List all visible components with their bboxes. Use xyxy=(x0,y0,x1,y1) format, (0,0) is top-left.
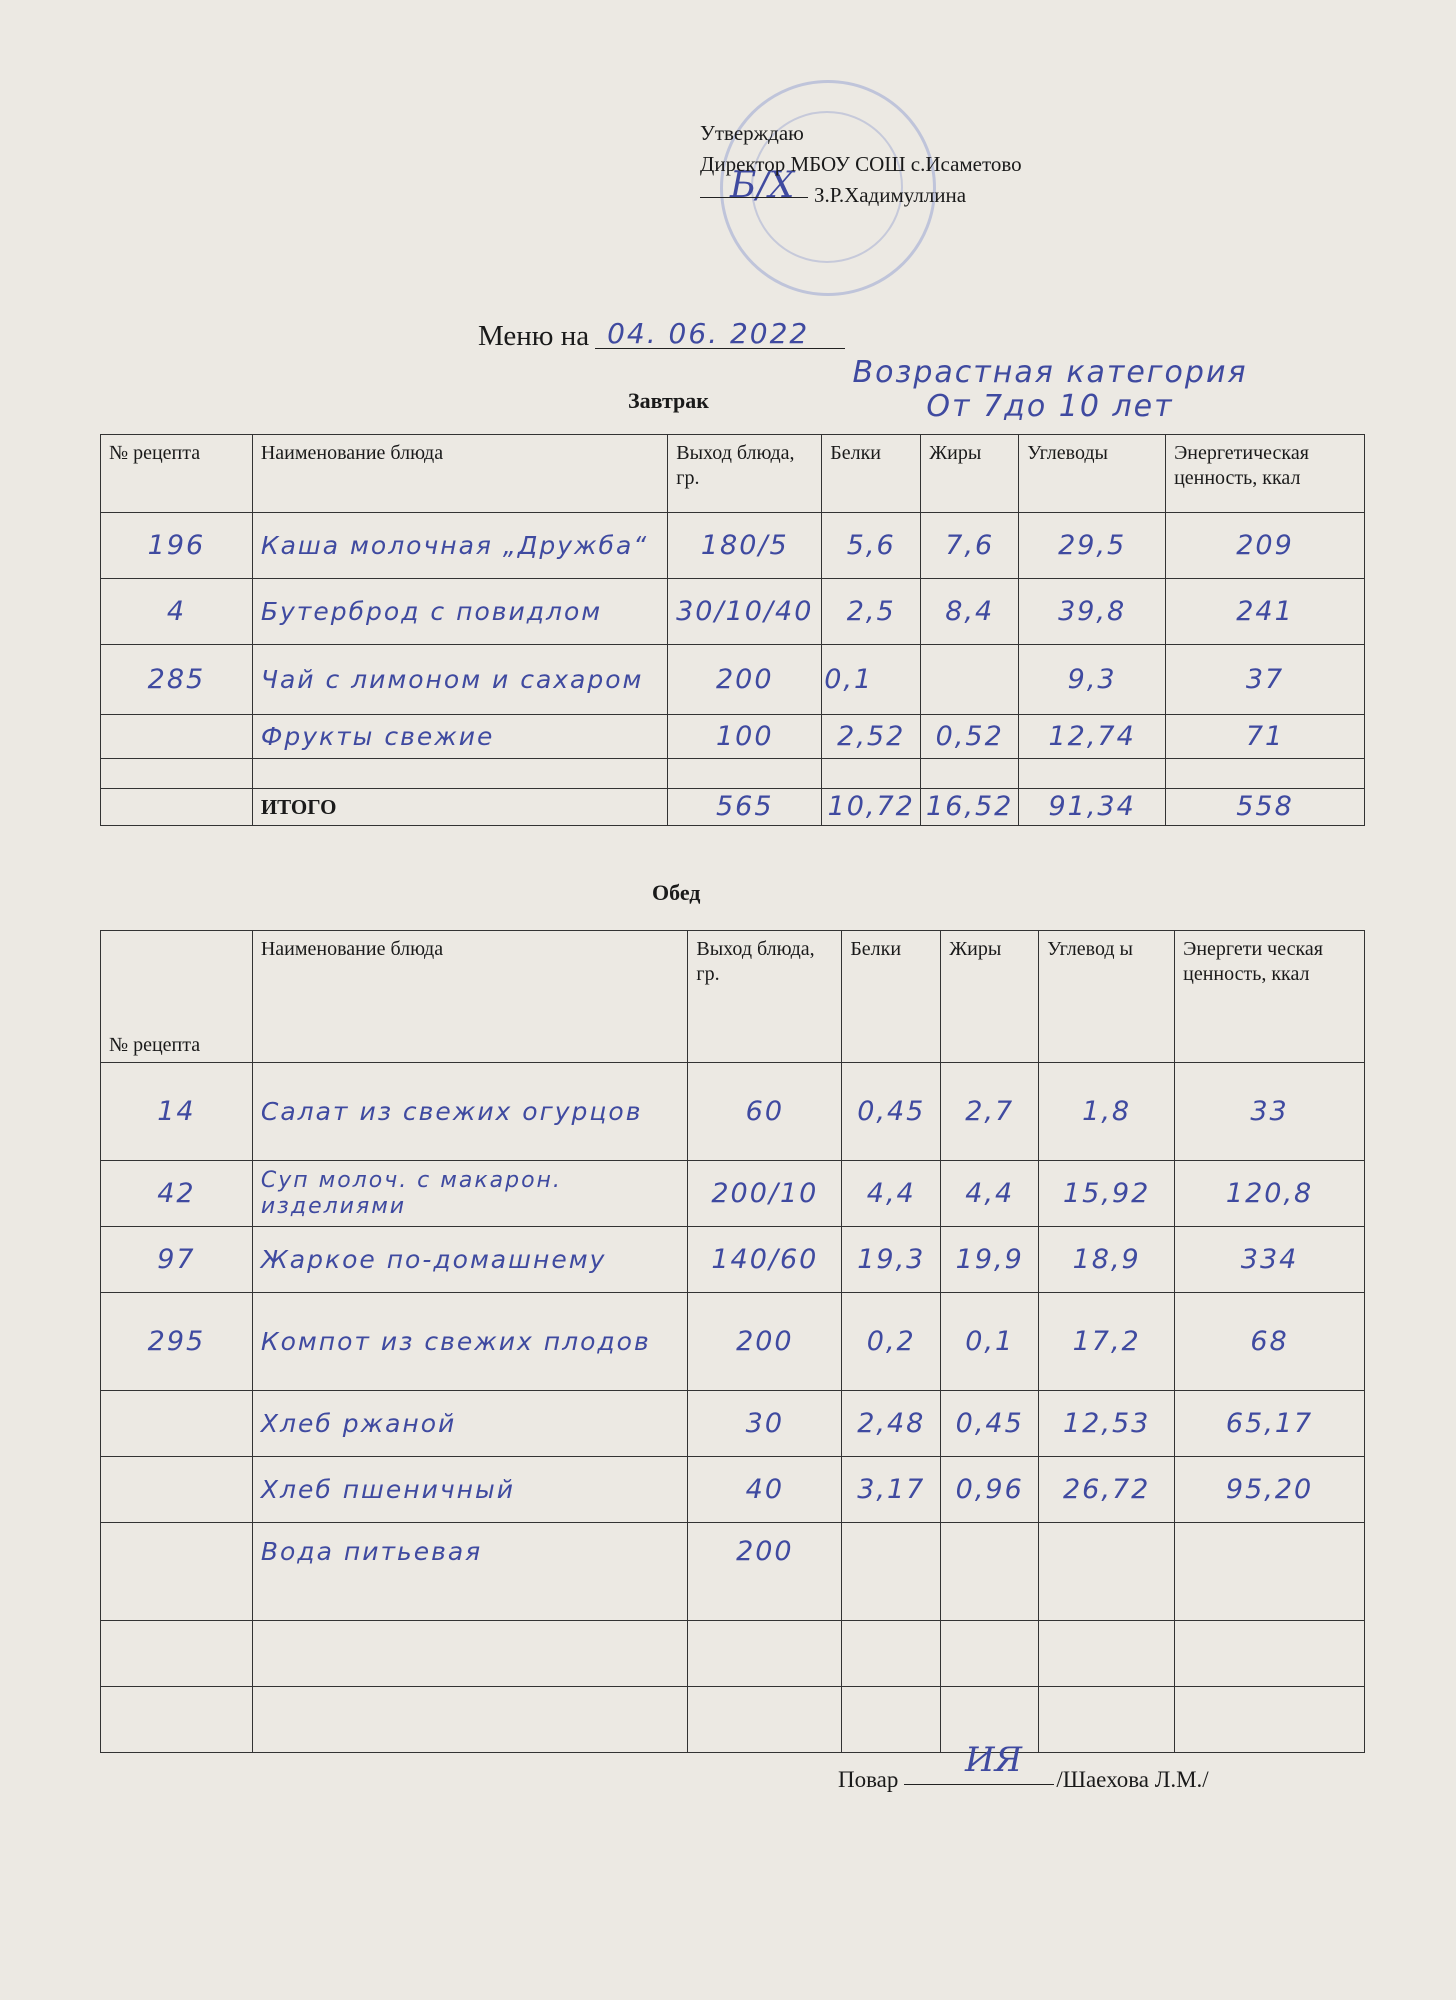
energy-value: 95,20 xyxy=(1175,1457,1365,1523)
proteins-value: 4,4 xyxy=(842,1161,941,1227)
carbs-value: 29,5 xyxy=(1019,513,1166,579)
carbs-value: 9,3 xyxy=(1019,645,1166,715)
total-energy: 558 xyxy=(1166,789,1365,826)
table-row xyxy=(101,1523,1365,1621)
empty-cell xyxy=(101,759,253,789)
approval-signer xyxy=(700,180,1022,211)
carbs-value xyxy=(1039,1523,1175,1621)
empty-cell xyxy=(1019,759,1166,789)
dish-name: Хлеб пшеничный xyxy=(252,1457,688,1523)
recipe-number xyxy=(101,1391,253,1457)
proteins-value: 5,6 xyxy=(822,513,921,579)
energy-value: 65,17 xyxy=(1175,1391,1365,1457)
cook-signature-line xyxy=(904,1784,1054,1785)
empty-cell xyxy=(101,1687,253,1753)
table-row xyxy=(101,513,1365,579)
fats-value: 19,9 xyxy=(941,1227,1039,1293)
energy-value: 68 xyxy=(1175,1293,1365,1391)
dish-yield: 200 xyxy=(688,1293,842,1391)
total-row xyxy=(101,789,1365,826)
age-category-line2: От 7до 10 лет xyxy=(926,389,1174,424)
signature-line xyxy=(700,197,808,198)
lunch-header-row xyxy=(101,931,1365,1063)
energy-value: 334 xyxy=(1175,1227,1365,1293)
lunch-title: Обед xyxy=(652,880,701,905)
empty-cell xyxy=(252,1687,688,1753)
energy-value: 37 xyxy=(1166,645,1365,715)
dish-yield: 30/10/40 xyxy=(668,579,822,645)
dish-name: Хлеб ржаной xyxy=(252,1391,688,1457)
header-proteins: Белки xyxy=(842,931,941,1063)
carbs-value: 1,8 xyxy=(1039,1063,1175,1161)
energy-value: 71 xyxy=(1166,715,1365,759)
table-row-empty xyxy=(101,1687,1365,1753)
table-row xyxy=(101,579,1365,645)
dish-yield: 60 xyxy=(688,1063,842,1161)
recipe-number xyxy=(101,1457,253,1523)
empty-cell xyxy=(941,1621,1039,1687)
empty-cell xyxy=(101,1621,253,1687)
empty-cell xyxy=(1039,1621,1175,1687)
carbs-value: 26,72 xyxy=(1039,1457,1175,1523)
fats-value: 8,4 xyxy=(921,579,1019,645)
empty-cell xyxy=(822,759,921,789)
recipe-number: 285 xyxy=(101,645,253,715)
header-energy: Энергети ческая ценность, ккал xyxy=(1175,931,1365,1063)
dish-yield: 180/5 xyxy=(668,513,822,579)
age-category-line1: Возрастная категория xyxy=(852,355,1248,390)
dish-yield: 140/60 xyxy=(688,1227,842,1293)
dish-name: Каша молочная „Дружба“ xyxy=(252,513,667,579)
proteins-value: 0,2 xyxy=(842,1293,941,1391)
total-yield: 565 xyxy=(668,789,822,826)
empty-cell xyxy=(1175,1621,1365,1687)
header-carbs: Углевод ы xyxy=(1039,931,1175,1063)
fats-value: 7,6 xyxy=(921,513,1019,579)
dish-name: Чай с лимоном и сахаром xyxy=(252,645,667,715)
proteins-value: 0,1 xyxy=(822,645,921,715)
table-row xyxy=(101,1063,1365,1161)
proteins-value: 2,48 xyxy=(842,1391,941,1457)
table-row xyxy=(101,1457,1365,1523)
recipe-number: 42 xyxy=(101,1161,253,1227)
director-signature: Б/Х xyxy=(730,165,795,206)
table-row-empty xyxy=(101,759,1365,789)
table-row xyxy=(101,1293,1365,1391)
lunch-table xyxy=(100,930,1365,1753)
approval-position: Директор МБОУ СОШ с.Исаметово xyxy=(700,152,1022,176)
fats-value: 4,4 xyxy=(941,1161,1039,1227)
dish-name: Вода питьевая xyxy=(252,1523,688,1621)
header-energy: Энергетическая ценность, ккал xyxy=(1166,435,1365,513)
header-carbs: Углеводы xyxy=(1019,435,1166,513)
menu-date: 04. 06. 2022 xyxy=(607,317,810,350)
header-recipe: № рецепта xyxy=(101,435,253,513)
table-row xyxy=(101,1391,1365,1457)
header-dish: Наименование блюда xyxy=(252,435,667,513)
energy-value xyxy=(1175,1523,1365,1621)
energy-value: 33 xyxy=(1175,1063,1365,1161)
energy-value: 241 xyxy=(1166,579,1365,645)
proteins-value xyxy=(842,1523,941,1621)
cook-line xyxy=(838,1767,1209,1793)
dish-yield: 40 xyxy=(688,1457,842,1523)
breakfast-header-row xyxy=(101,435,1365,513)
carbs-value: 12,74 xyxy=(1019,715,1166,759)
total-fats: 16,52 xyxy=(921,789,1019,826)
empty-cell xyxy=(842,1687,941,1753)
breakfast-table xyxy=(100,434,1365,826)
total-label: ИТОГО xyxy=(252,789,667,826)
empty-cell xyxy=(921,759,1019,789)
proteins-value: 2,5 xyxy=(822,579,921,645)
proteins-value: 19,3 xyxy=(842,1227,941,1293)
carbs-value: 18,9 xyxy=(1039,1227,1175,1293)
menu-title-label: Меню на xyxy=(478,320,590,352)
dish-yield: 200/10 xyxy=(688,1161,842,1227)
cook-label: Повар xyxy=(838,1767,899,1792)
date-line xyxy=(595,317,845,350)
empty-cell xyxy=(1166,759,1365,789)
header-fats: Жиры xyxy=(921,435,1019,513)
carbs-value: 17,2 xyxy=(1039,1293,1175,1391)
breakfast-title: Завтрак xyxy=(628,388,709,413)
proteins-value: 3,17 xyxy=(842,1457,941,1523)
approval-block xyxy=(700,118,1022,211)
recipe-number xyxy=(101,1523,253,1621)
approval-title: Утверждаю xyxy=(700,121,804,145)
age-category xyxy=(770,356,1330,424)
table-row xyxy=(101,1161,1365,1227)
empty-cell xyxy=(668,759,822,789)
header-dish: Наименование блюда xyxy=(252,931,688,1063)
fats-value: 0,52 xyxy=(921,715,1019,759)
dish-yield: 30 xyxy=(688,1391,842,1457)
carbs-value: 39,8 xyxy=(1019,579,1166,645)
fats-value: 0,1 xyxy=(941,1293,1039,1391)
empty-cell xyxy=(1039,1687,1175,1753)
header-fats: Жиры xyxy=(941,931,1039,1063)
dish-name: Фрукты свежие xyxy=(252,715,667,759)
recipe-number: 295 xyxy=(101,1293,253,1391)
empty-cell xyxy=(842,1621,941,1687)
recipe-number: 97 xyxy=(101,1227,253,1293)
carbs-value: 12,53 xyxy=(1039,1391,1175,1457)
header-yield: Выход блюда, гр. xyxy=(688,931,842,1063)
table-row xyxy=(101,1227,1365,1293)
fats-value: 2,7 xyxy=(941,1063,1039,1161)
empty-cell xyxy=(252,759,667,789)
empty-cell xyxy=(1175,1687,1365,1753)
table-row xyxy=(101,645,1365,715)
dish-yield: 200 xyxy=(668,645,822,715)
table-row-empty xyxy=(101,1621,1365,1687)
fats-value xyxy=(941,1523,1039,1621)
recipe-number: 196 xyxy=(101,513,253,579)
table-row xyxy=(101,715,1365,759)
carbs-value: 15,92 xyxy=(1039,1161,1175,1227)
recipe-number: 4 xyxy=(101,579,253,645)
empty-cell xyxy=(688,1621,842,1687)
total-proteins: 10,72 xyxy=(822,789,921,826)
empty-cell xyxy=(688,1687,842,1753)
proteins-value: 2,52 xyxy=(822,715,921,759)
recipe-number: 14 xyxy=(101,1063,253,1161)
dish-name: Компот из свежих плодов xyxy=(252,1293,688,1391)
menu-title xyxy=(478,317,845,353)
total-empty xyxy=(101,789,253,826)
dish-yield: 100 xyxy=(668,715,822,759)
header-proteins: Белки xyxy=(822,435,921,513)
total-carbs: 91,34 xyxy=(1019,789,1166,826)
fats-value: 0,96 xyxy=(941,1457,1039,1523)
cook-signature: ИЯ xyxy=(965,1740,1023,1780)
fats-value: 0,45 xyxy=(941,1391,1039,1457)
header-recipe: № рецепта xyxy=(101,931,253,1063)
dish-name: Бутерброд с повидлом xyxy=(252,579,667,645)
fats-value xyxy=(921,645,1019,715)
dish-yield: 200 xyxy=(688,1523,842,1621)
header-yield: Выход блюда, гр. xyxy=(668,435,822,513)
dish-name: Салат из свежих огурцов xyxy=(252,1063,688,1161)
energy-value: 209 xyxy=(1166,513,1365,579)
dish-name: Суп молоч. с макарон. изделиями xyxy=(252,1161,688,1227)
cook-name: /Шаехова Л.М./ xyxy=(1056,1767,1209,1792)
director-name: З.Р.Хадимуллина xyxy=(814,183,967,207)
empty-cell xyxy=(252,1621,688,1687)
recipe-number xyxy=(101,715,253,759)
dish-name: Жаркое по-домашнему xyxy=(252,1227,688,1293)
energy-value: 120,8 xyxy=(1175,1161,1365,1227)
proteins-value: 0,45 xyxy=(842,1063,941,1161)
